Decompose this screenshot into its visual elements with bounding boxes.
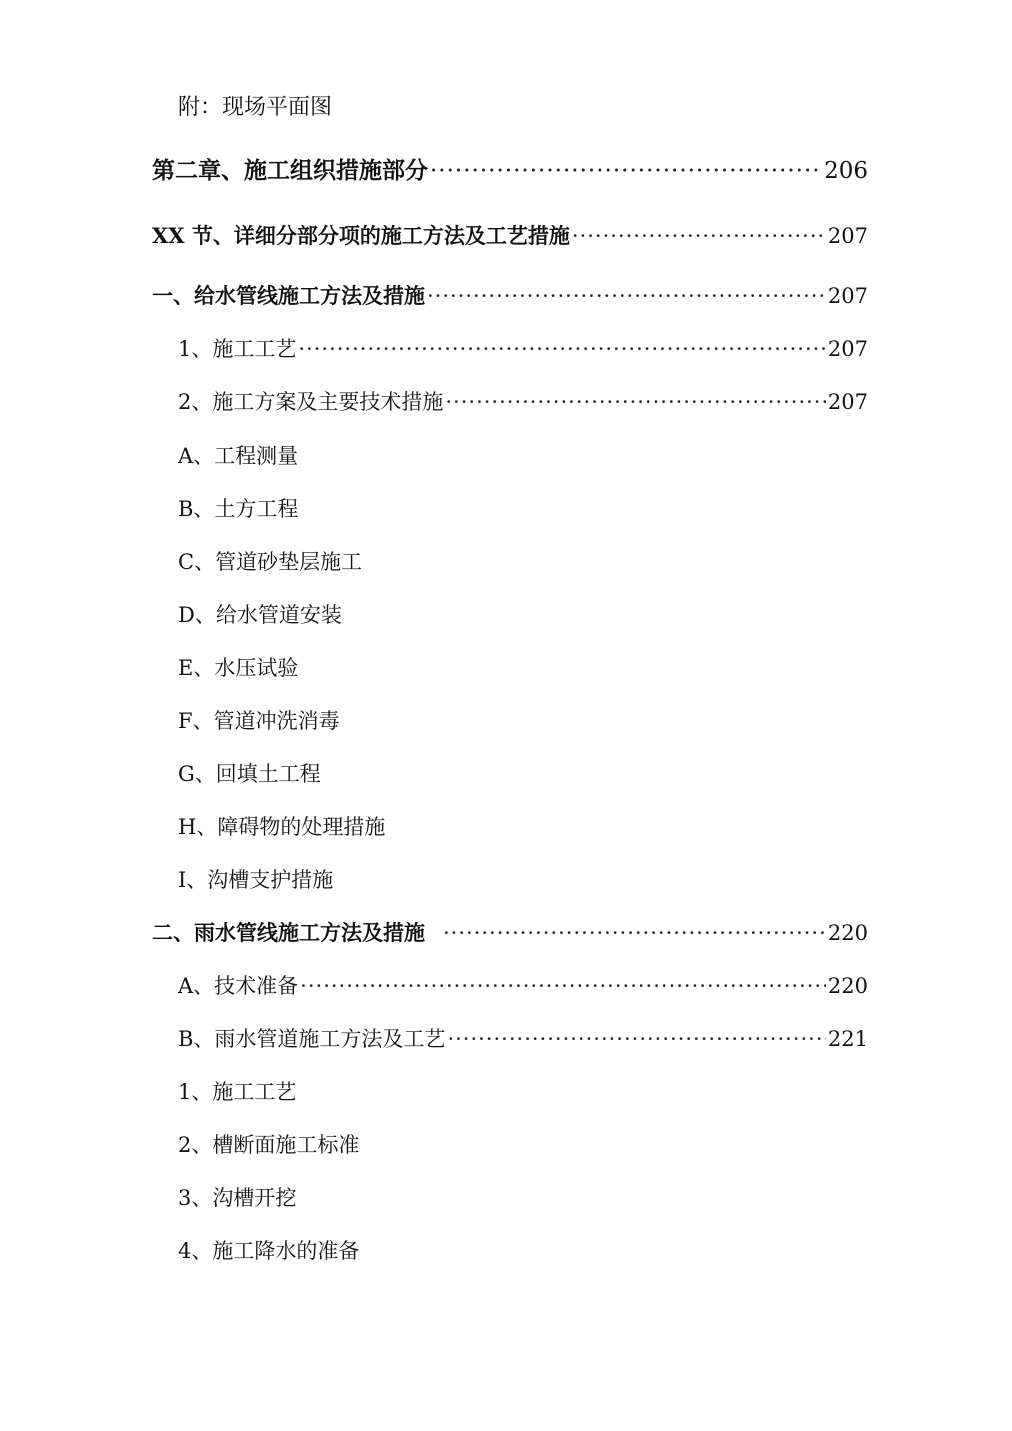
item-label: B、雨水管道施工方法及工艺	[178, 1027, 446, 1051]
leader-dots	[572, 221, 826, 251]
toc-part-1[interactable]	[152, 281, 868, 311]
item-page: 207	[827, 390, 868, 414]
section-page: 207	[827, 224, 868, 248]
leader-dots	[445, 387, 826, 417]
toc-section[interactable]	[152, 221, 868, 251]
leader-dots	[447, 1024, 825, 1054]
leader-dots	[427, 281, 826, 311]
part-1-page: 207	[827, 284, 868, 308]
item-page: 220	[827, 974, 868, 998]
item-page: 221	[827, 1027, 868, 1051]
part-2-label: 二、雨水管线施工方法及措施	[152, 920, 425, 945]
toc-item[interactable]	[178, 334, 868, 364]
toc-subitem[interactable]: D、给水管道安装	[178, 603, 342, 627]
leader-dots	[300, 971, 826, 1001]
part-2-page: 220	[827, 921, 868, 945]
toc-chapter[interactable]	[152, 156, 868, 186]
toc-item[interactable]	[178, 971, 868, 1001]
item-page: 207	[827, 337, 868, 361]
toc-subitem[interactable]: G、回填土工程	[178, 762, 321, 786]
toc-subitem[interactable]: I、沟槽支护措施	[178, 868, 334, 892]
chapter-page: 206	[824, 158, 868, 184]
toc-subitem[interactable]: 1、施工工艺	[178, 1080, 297, 1104]
toc-subitem[interactable]: B、土方工程	[178, 497, 299, 521]
leader-dots	[430, 156, 822, 186]
chapter-label: 第二章、施工组织措施部分	[152, 157, 428, 184]
toc-subitem[interactable]: 3、沟槽开挖	[178, 1186, 297, 1210]
toc-item[interactable]	[178, 1024, 868, 1054]
item-label: A、技术准备	[178, 974, 299, 998]
attachment-line: 附：现场平面图	[178, 95, 333, 120]
part-1-label: 一、给水管线施工方法及措施	[152, 283, 425, 308]
section-label: XX 节、详细分部分项的施工方法及工艺措施	[152, 223, 570, 248]
item-label: 1、施工工艺	[178, 337, 297, 361]
toc-subitem[interactable]: C、管道砂垫层施工	[178, 550, 363, 574]
leader-dots	[298, 334, 826, 364]
item-label: 2、施工方案及主要技术措施	[178, 390, 444, 414]
toc-subitem[interactable]: 2、槽断面施工标准	[178, 1133, 360, 1157]
toc-subitem[interactable]: A、工程测量	[178, 444, 299, 468]
toc-subitem[interactable]: F、管道冲洗消毒	[178, 709, 340, 733]
toc-part-2[interactable]	[152, 918, 868, 948]
toc-subitem[interactable]: H、障碍物的处理措施	[178, 815, 386, 839]
leader-dots	[443, 918, 826, 948]
toc-subitem[interactable]: 4、施工降水的准备	[178, 1239, 360, 1263]
toc-subitem[interactable]: E、水压试验	[178, 656, 299, 680]
toc-item[interactable]	[178, 387, 868, 417]
